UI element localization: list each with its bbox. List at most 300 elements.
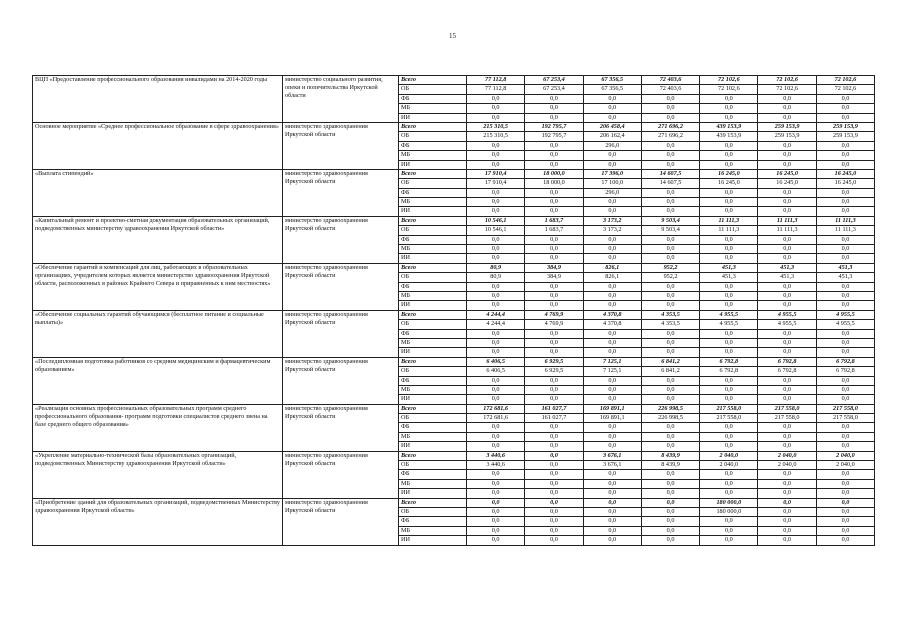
amount-cell: 0,0 <box>758 301 816 310</box>
amount-cell: 0,0 <box>467 207 525 216</box>
amount-cell: 0,0 <box>816 329 874 338</box>
amount-cell: 2 040,0 <box>700 451 758 460</box>
amount-cell: 4 955,5 <box>758 320 816 329</box>
amount-cell: 67 356,5 <box>583 85 641 94</box>
amount-cell: 0,0 <box>641 432 699 441</box>
amount-cell: 16 245,0 <box>816 169 874 178</box>
amount-cell: 0,0 <box>467 160 525 169</box>
amount-cell: 0,0 <box>467 376 525 385</box>
amount-cell: 169 891,1 <box>583 404 641 413</box>
amount-cell: 0,0 <box>816 376 874 385</box>
amount-cell: 451,3 <box>758 263 816 272</box>
amount-cell: 0,0 <box>583 395 641 404</box>
amount-cell: 0,0 <box>525 451 583 460</box>
amount-cell: 0,0 <box>758 94 816 103</box>
funding-source: Всего <box>399 169 467 178</box>
table-row <box>33 498 875 507</box>
amount-cell: 296,0 <box>583 141 641 150</box>
amount-cell: 0,0 <box>583 376 641 385</box>
amount-cell: 0,0 <box>583 94 641 103</box>
amount-cell: 72 102,6 <box>700 76 758 85</box>
amount-cell: 0,0 <box>700 470 758 479</box>
amount-cell: 11 111,3 <box>816 226 874 235</box>
amount-cell: 0,0 <box>467 104 525 113</box>
amount-cell: 259 153,9 <box>758 132 816 141</box>
amount-cell: 0,0 <box>758 254 816 263</box>
amount-cell: 9 503,4 <box>641 216 699 225</box>
amount-cell: 0,0 <box>700 301 758 310</box>
amount-cell: 4 370,8 <box>583 310 641 319</box>
amount-cell: 296,0 <box>583 188 641 197</box>
amount-cell: 0,0 <box>583 235 641 244</box>
funding-source: ФБ <box>399 470 467 479</box>
amount-cell: 0,0 <box>758 385 816 394</box>
amount-cell: 0,0 <box>583 254 641 263</box>
amount-cell: 0,0 <box>641 348 699 357</box>
measure-name: «Приобретение зданий для образовательных организаций, подведомственных Министерству здравоохранения Иркутской области» <box>33 498 283 545</box>
amount-cell: 0,0 <box>641 291 699 300</box>
amount-cell: 826,1 <box>583 273 641 282</box>
amount-cell: 0,0 <box>583 104 641 113</box>
amount-cell: 0,0 <box>816 282 874 291</box>
amount-cell: 0,0 <box>583 489 641 498</box>
amount-cell: 6 841,2 <box>641 367 699 376</box>
table-row <box>33 357 875 366</box>
amount-cell: 0,0 <box>583 207 641 216</box>
amount-cell: 0,0 <box>525 395 583 404</box>
amount-cell: 0,0 <box>467 235 525 244</box>
amount-cell: 0,0 <box>467 348 525 357</box>
table-row <box>33 216 875 225</box>
amount-cell: 451,3 <box>700 263 758 272</box>
amount-cell: 67 253,4 <box>525 85 583 94</box>
amount-cell: 217 558,0 <box>700 414 758 423</box>
amount-cell: 0,0 <box>758 507 816 516</box>
measure-name: «Укрепление материально-технической базы образовательных организаций, подведомственных Министерству здравоохранения Иркутской области» <box>33 451 283 498</box>
amount-cell: 0,0 <box>816 245 874 254</box>
amount-cell: 0,0 <box>641 536 699 545</box>
amount-cell: 0,0 <box>525 348 583 357</box>
amount-cell: 0,0 <box>758 245 816 254</box>
amount-cell: 0,0 <box>583 160 641 169</box>
amount-cell: 0,0 <box>641 423 699 432</box>
amount-cell: 10 546,1 <box>467 226 525 235</box>
amount-cell: 0,0 <box>816 235 874 244</box>
amount-cell: 4 244,4 <box>467 320 525 329</box>
amount-cell: 0,0 <box>583 498 641 507</box>
amount-cell: 7 125,1 <box>583 357 641 366</box>
amount-cell: 72 102,6 <box>816 85 874 94</box>
amount-cell: 180 000,0 <box>700 507 758 516</box>
amount-cell: 0,0 <box>467 245 525 254</box>
amount-cell: 0,0 <box>641 395 699 404</box>
amount-cell: 77 112,8 <box>467 85 525 94</box>
amount-cell: 0,0 <box>700 432 758 441</box>
budget-table <box>32 75 875 546</box>
amount-cell: 0,0 <box>467 470 525 479</box>
amount-cell: 0,0 <box>816 395 874 404</box>
amount-cell: 0,0 <box>525 498 583 507</box>
amount-cell: 226 998,5 <box>641 414 699 423</box>
amount-cell: 0,0 <box>641 329 699 338</box>
amount-cell: 0,0 <box>467 141 525 150</box>
amount-cell: 18 000,0 <box>525 169 583 178</box>
amount-cell: 0,0 <box>700 442 758 451</box>
amount-cell: 0,0 <box>700 151 758 160</box>
amount-cell: 0,0 <box>583 517 641 526</box>
amount-cell: 0,0 <box>758 526 816 535</box>
amount-cell: 4 769,9 <box>525 320 583 329</box>
amount-cell: 215 310,5 <box>467 132 525 141</box>
amount-cell: 0,0 <box>700 348 758 357</box>
funding-source: Всего <box>399 498 467 507</box>
amount-cell: 172 681,6 <box>467 414 525 423</box>
amount-cell: 451,3 <box>816 273 874 282</box>
amount-cell: 0,0 <box>816 526 874 535</box>
amount-cell: 0,0 <box>525 254 583 263</box>
amount-cell: 0,0 <box>758 104 816 113</box>
amount-cell: 0,0 <box>467 282 525 291</box>
amount-cell: 0,0 <box>583 245 641 254</box>
amount-cell: 0,0 <box>641 188 699 197</box>
funding-source: Всего <box>399 76 467 85</box>
amount-cell: 0,0 <box>641 94 699 103</box>
amount-cell: 4 244,4 <box>467 310 525 319</box>
amount-cell: 80,9 <box>467 263 525 272</box>
amount-cell: 0,0 <box>583 432 641 441</box>
amount-cell: 3 173,2 <box>583 226 641 235</box>
amount-cell: 952,2 <box>641 263 699 272</box>
amount-cell: 0,0 <box>641 376 699 385</box>
amount-cell: 0,0 <box>700 517 758 526</box>
page-number: 15 <box>449 32 456 40</box>
amount-cell: 0,0 <box>467 198 525 207</box>
amount-cell: 0,0 <box>816 188 874 197</box>
amount-cell: 0,0 <box>525 291 583 300</box>
amount-cell: 217 558,0 <box>816 404 874 413</box>
amount-cell: 0,0 <box>758 536 816 545</box>
amount-cell: 0,0 <box>467 442 525 451</box>
amount-cell: 0,0 <box>525 423 583 432</box>
amount-cell: 11 111,3 <box>700 226 758 235</box>
amount-cell: 0,0 <box>758 235 816 244</box>
amount-cell: 0,0 <box>641 470 699 479</box>
measure-name: «Обеспечение социальных гарантий обучающимся (бесплатное питание и социальные выплаты)» <box>33 310 283 357</box>
amount-cell: 180 000,0 <box>700 498 758 507</box>
amount-cell: 0,0 <box>641 254 699 263</box>
amount-cell: 271 696,2 <box>641 132 699 141</box>
amount-cell: 16 245,0 <box>816 179 874 188</box>
amount-cell: 0,0 <box>525 536 583 545</box>
amount-cell: 0,0 <box>816 489 874 498</box>
executor-name: министерство здравоохранения Иркутской области <box>283 169 399 216</box>
executor-name: министерство здравоохранения Иркутской области <box>283 216 399 263</box>
amount-cell: 0,0 <box>467 338 525 347</box>
amount-cell: 0,0 <box>700 395 758 404</box>
amount-cell: 0,0 <box>467 432 525 441</box>
amount-cell: 0,0 <box>816 423 874 432</box>
amount-cell: 0,0 <box>816 104 874 113</box>
funding-source: ИИ <box>399 536 467 545</box>
funding-source: МБ <box>399 104 467 113</box>
amount-cell: 0,0 <box>700 376 758 385</box>
amount-cell: 0,0 <box>525 526 583 535</box>
amount-cell: 6 792,8 <box>816 357 874 366</box>
table-row <box>33 310 875 319</box>
amount-cell: 0,0 <box>700 526 758 535</box>
amount-cell: 384,9 <box>525 273 583 282</box>
amount-cell: 384,9 <box>525 263 583 272</box>
amount-cell: 0,0 <box>816 207 874 216</box>
amount-cell: 1 683,7 <box>525 216 583 225</box>
amount-cell: 0,0 <box>467 489 525 498</box>
amount-cell: 72 403,6 <box>641 76 699 85</box>
funding-source: ФБ <box>399 329 467 338</box>
amount-cell: 0,0 <box>758 198 816 207</box>
amount-cell: 451,3 <box>758 273 816 282</box>
amount-cell: 0,0 <box>641 245 699 254</box>
amount-cell: 4 955,5 <box>758 310 816 319</box>
amount-cell: 0,0 <box>641 235 699 244</box>
amount-cell: 3 440,6 <box>467 461 525 470</box>
table-row <box>33 122 875 131</box>
amount-cell: 0,0 <box>700 479 758 488</box>
amount-cell: 0,0 <box>641 160 699 169</box>
amount-cell: 0,0 <box>758 282 816 291</box>
amount-cell: 0,0 <box>816 198 874 207</box>
amount-cell: 0,0 <box>641 104 699 113</box>
amount-cell: 4 955,5 <box>700 310 758 319</box>
amount-cell: 0,0 <box>467 507 525 516</box>
amount-cell: 0,0 <box>641 526 699 535</box>
amount-cell: 0,0 <box>467 301 525 310</box>
amount-cell: 3 173,2 <box>583 216 641 225</box>
amount-cell: 18 000,0 <box>525 179 583 188</box>
amount-cell: 0,0 <box>467 254 525 263</box>
amount-cell: 0,0 <box>758 442 816 451</box>
amount-cell: 0,0 <box>583 291 641 300</box>
amount-cell: 0,0 <box>525 245 583 254</box>
amount-cell: 0,0 <box>758 432 816 441</box>
amount-cell: 0,0 <box>641 498 699 507</box>
amount-cell: 0,0 <box>525 94 583 103</box>
amount-cell: 6 792,8 <box>758 357 816 366</box>
amount-cell: 0,0 <box>583 151 641 160</box>
funding-source: ОБ <box>399 226 467 235</box>
amount-cell: 0,0 <box>641 338 699 347</box>
amount-cell: 0,0 <box>467 536 525 545</box>
amount-cell: 0,0 <box>758 489 816 498</box>
amount-cell: 206 162,4 <box>583 132 641 141</box>
funding-source: МБ <box>399 291 467 300</box>
funding-source: МБ <box>399 526 467 535</box>
amount-cell: 0,0 <box>700 245 758 254</box>
amount-cell: 0,0 <box>525 489 583 498</box>
amount-cell: 0,0 <box>583 338 641 347</box>
amount-cell: 0,0 <box>583 442 641 451</box>
amount-cell: 17 910,4 <box>467 179 525 188</box>
amount-cell: 0,0 <box>641 198 699 207</box>
amount-cell: 0,0 <box>467 291 525 300</box>
table-row <box>33 451 875 460</box>
funding-source: ФБ <box>399 282 467 291</box>
amount-cell: 0,0 <box>816 517 874 526</box>
funding-source: ИИ <box>399 254 467 263</box>
amount-cell: 0,0 <box>583 470 641 479</box>
funding-source: Всего <box>399 216 467 225</box>
amount-cell: 0,0 <box>758 423 816 432</box>
amount-cell: 67 356,5 <box>583 76 641 85</box>
amount-cell: 0,0 <box>816 291 874 300</box>
amount-cell: 0,0 <box>467 329 525 338</box>
amount-cell: 0,0 <box>641 282 699 291</box>
amount-cell: 16 245,0 <box>758 169 816 178</box>
amount-cell: 0,0 <box>816 479 874 488</box>
funding-source: МБ <box>399 151 467 160</box>
amount-cell: 0,0 <box>816 470 874 479</box>
funding-source: ИИ <box>399 301 467 310</box>
funding-source: ИИ <box>399 207 467 216</box>
funding-source: ОБ <box>399 507 467 516</box>
amount-cell: 0,0 <box>700 385 758 394</box>
amount-cell: 259 153,9 <box>816 132 874 141</box>
funding-source: ФБ <box>399 376 467 385</box>
amount-cell: 206 458,4 <box>583 122 641 131</box>
amount-cell: 4 769,9 <box>525 310 583 319</box>
funding-source: МБ <box>399 338 467 347</box>
amount-cell: 217 558,0 <box>700 404 758 413</box>
amount-cell: 0,0 <box>467 188 525 197</box>
amount-cell: 6 929,5 <box>525 357 583 366</box>
amount-cell: 952,2 <box>641 273 699 282</box>
executor-name: министерство здравоохранения Иркутской области <box>283 122 399 169</box>
measure-name: Основное мероприятие «Среднее профессиональное образование в сфере здравоохранения» <box>33 122 283 169</box>
amount-cell: 6 792,8 <box>816 367 874 376</box>
amount-cell: 0,0 <box>583 423 641 432</box>
amount-cell: 2 040,0 <box>816 461 874 470</box>
amount-cell: 0,0 <box>700 141 758 150</box>
amount-cell: 6 841,2 <box>641 357 699 366</box>
amount-cell: 451,3 <box>700 273 758 282</box>
amount-cell: 6 792,8 <box>758 367 816 376</box>
funding-source: МБ <box>399 198 467 207</box>
amount-cell: 0,0 <box>700 254 758 263</box>
amount-cell: 0,0 <box>467 423 525 432</box>
amount-cell: 0,0 <box>758 188 816 197</box>
amount-cell: 0,0 <box>525 235 583 244</box>
amount-cell: 161 027,7 <box>525 404 583 413</box>
amount-cell: 0,0 <box>583 329 641 338</box>
amount-cell: 0,0 <box>525 517 583 526</box>
amount-cell: 8 439,9 <box>641 451 699 460</box>
amount-cell: 0,0 <box>816 507 874 516</box>
amount-cell: 0,0 <box>641 151 699 160</box>
amount-cell: 0,0 <box>816 141 874 150</box>
amount-cell: 0,0 <box>525 329 583 338</box>
amount-cell: 259 153,9 <box>758 122 816 131</box>
executor-name: министерство здравоохранения Иркутской области <box>283 451 399 498</box>
amount-cell: 4 353,5 <box>641 310 699 319</box>
funding-source: ОБ <box>399 179 467 188</box>
amount-cell: 0,0 <box>758 329 816 338</box>
amount-cell: 0,0 <box>816 498 874 507</box>
amount-cell: 0,0 <box>641 517 699 526</box>
amount-cell: 0,0 <box>758 517 816 526</box>
funding-source: ИИ <box>399 113 467 122</box>
amount-cell: 6 929,5 <box>525 367 583 376</box>
amount-cell: 0,0 <box>467 498 525 507</box>
amount-cell: 0,0 <box>641 141 699 150</box>
amount-cell: 439 153,9 <box>700 122 758 131</box>
funding-source: ФБ <box>399 141 467 150</box>
amount-cell: 10 546,1 <box>467 216 525 225</box>
funding-source: ФБ <box>399 517 467 526</box>
amount-cell: 8 439,9 <box>641 461 699 470</box>
amount-cell: 0,0 <box>758 151 816 160</box>
amount-cell: 6 406,5 <box>467 367 525 376</box>
amount-cell: 2 040,0 <box>758 461 816 470</box>
funding-source: ИИ <box>399 160 467 169</box>
amount-cell: 11 111,3 <box>758 216 816 225</box>
executor-name: министерство здравоохранения Иркутской области <box>283 404 399 451</box>
amount-cell: 0,0 <box>700 104 758 113</box>
amount-cell: 3 676,1 <box>583 461 641 470</box>
funding-source: МБ <box>399 385 467 394</box>
funding-source: Всего <box>399 357 467 366</box>
amount-cell: 0,0 <box>583 301 641 310</box>
amount-cell: 226 998,5 <box>641 404 699 413</box>
amount-cell: 0,0 <box>816 432 874 441</box>
amount-cell: 6 406,5 <box>467 357 525 366</box>
amount-cell: 0,0 <box>525 113 583 122</box>
amount-cell: 72 102,6 <box>758 76 816 85</box>
amount-cell: 0,0 <box>525 301 583 310</box>
amount-cell: 0,0 <box>467 479 525 488</box>
amount-cell: 0,0 <box>816 442 874 451</box>
measure-name: «Капитальный ремонт и проектно-сметная документация образовательных организаций, подведомственных министерству здравоохранения Иркутской области» <box>33 216 283 263</box>
amount-cell: 0,0 <box>816 301 874 310</box>
amount-cell: 17 910,4 <box>467 169 525 178</box>
executor-name: министерство социального развития, опеки и попечительства Иркутской области <box>283 76 399 123</box>
amount-cell: 2 040,0 <box>816 451 874 460</box>
amount-cell: 0,0 <box>758 348 816 357</box>
amount-cell: 6 792,8 <box>700 367 758 376</box>
amount-cell: 0,0 <box>467 94 525 103</box>
funding-source: ОБ <box>399 132 467 141</box>
amount-cell: 0,0 <box>816 338 874 347</box>
amount-cell: 0,0 <box>525 470 583 479</box>
amount-cell: 11 111,3 <box>758 226 816 235</box>
amount-cell: 4 353,5 <box>641 320 699 329</box>
amount-cell: 0,0 <box>816 151 874 160</box>
amount-cell: 0,0 <box>758 141 816 150</box>
amount-cell: 0,0 <box>641 113 699 122</box>
amount-cell: 0,0 <box>641 207 699 216</box>
amount-cell: 17 100,0 <box>583 179 641 188</box>
amount-cell: 0,0 <box>700 282 758 291</box>
amount-cell: 0,0 <box>583 536 641 545</box>
amount-cell: 77 112,8 <box>467 76 525 85</box>
measure-name: «Выплата стипендий» <box>33 169 283 216</box>
amount-cell: 0,0 <box>700 160 758 169</box>
funding-source: Всего <box>399 263 467 272</box>
amount-cell: 0,0 <box>816 348 874 357</box>
amount-cell: 0,0 <box>583 113 641 122</box>
amount-cell: 0,0 <box>525 188 583 197</box>
amount-cell: 0,0 <box>700 423 758 432</box>
amount-cell: 0,0 <box>525 507 583 516</box>
measure-name: ВЦП «Предоставление профессионального образования инвалидами на 2014-2020 годы <box>33 76 283 123</box>
